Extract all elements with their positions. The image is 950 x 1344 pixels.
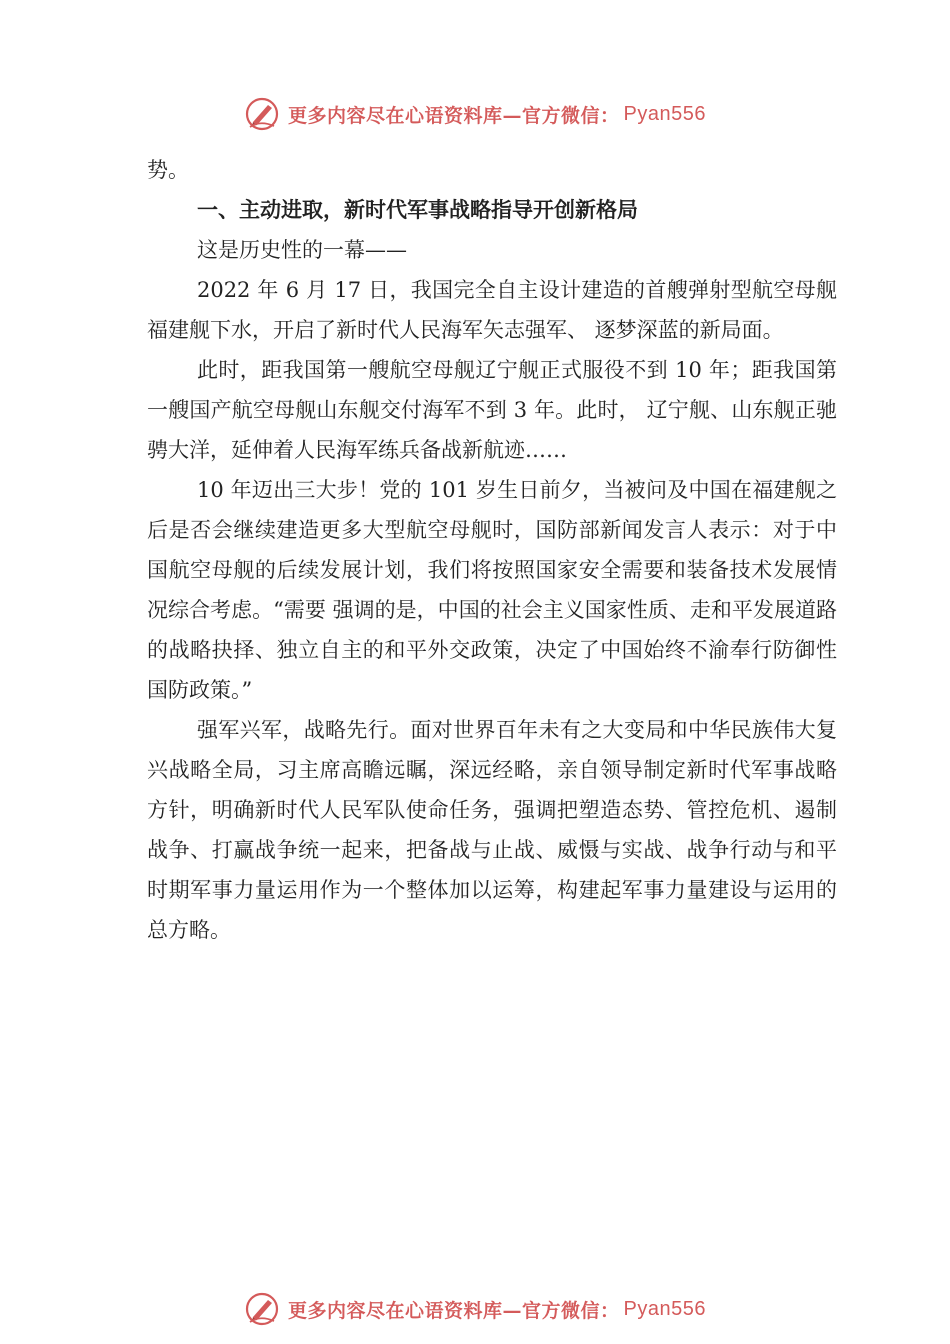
paragraph: 10 年迈出三大步！党的 101 岁生日前夕，当被问及中国在福建舰之后是否会继续建造更多大型航空母舰时，国防部新闻发言人表示：对于中国航空母舰的后续发展计划，我们将按照国家安全需要和装备技术发展情况综合考虑。“需要 强调的是，中国的社会主义国家性质、走和平发展道路的战略抉择、独立自主的和平外交政策，决定了中国始终不渝奉行防御性国防政策。”	[147, 478, 837, 702]
banner-text: 更多内容尽在心语资料库—官方微信：	[288, 104, 620, 127]
paragraph: 强军兴军，战略先行。面对世界百年未有之大变局和中华民族伟大复兴战略全局，习主席高瞻远瞩，深远经略，亲自领导制定新时代军事战略方针，明确新时代人民军队使命任务，强调把塑造态势、管控危机、遏制战争、打赢战争统一起来，把备战与止战、威慑与实战、战争行动与和平时期军事力量运用作为一个整体加以运筹，构建起军事力量建设与运用的总方略。	[147, 718, 837, 942]
paragraph: 2022 年 6 月 17 日，我国完全自主设计建造的首艘弹射型航空母舰福建舰下水，开启了新时代人民海军矢志强军、 逐梦深蓝的新局面。	[147, 278, 837, 342]
document-body	[147, 150, 837, 950]
footer-banner	[0, 1289, 950, 1329]
pen-logo-icon	[244, 1291, 280, 1327]
paragraph: 这是历史性的一幕——	[196, 238, 407, 262]
header-banner	[0, 94, 950, 134]
pen-logo-icon	[244, 96, 280, 132]
paragraph-continuation: 势。	[147, 158, 189, 182]
wechat-id: Pyan556	[623, 1297, 706, 1320]
section-heading: 一、主动进取，新时代军事战略指导开创新格局	[196, 198, 638, 222]
paragraph: 此时，距我国第一艘航空母舰辽宁舰正式服役不到 10 年；距我国第一艘国产航空母舰山东舰交付海军不到 3 年。此时， 辽宁舰、山东舰正驰骋大洋，延伸着人民海军练兵备战新航迹……	[147, 358, 837, 462]
banner-text: 更多内容尽在心语资料库—官方微信：	[288, 1299, 620, 1322]
wechat-id: Pyan556	[623, 102, 706, 125]
